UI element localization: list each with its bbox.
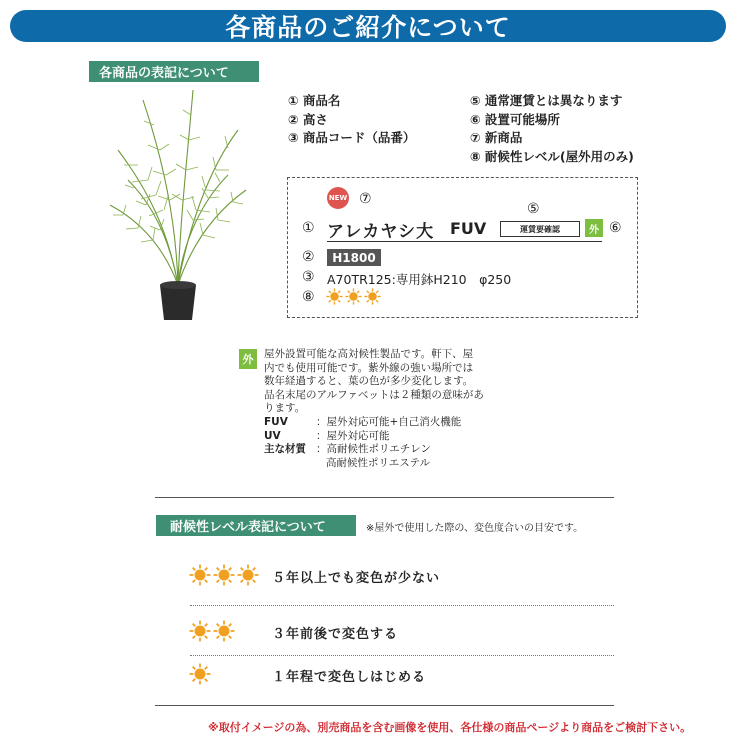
legend-item: ③ 商品コード（品番） xyxy=(288,130,416,145)
level-3-icons xyxy=(189,564,259,586)
new-badge-text: NEW xyxy=(328,194,348,202)
weather-note: ※屋外で使用した際の、変色度合いの目安です。 xyxy=(366,523,584,534)
sun-icon xyxy=(237,564,259,586)
height-badge-text: H1800 xyxy=(332,250,376,265)
level-1-text: １年程で変色しはじめる xyxy=(272,670,427,685)
legend-item: ⑤ 通常運賃とは異なります xyxy=(470,93,623,108)
product-suffix: FUV xyxy=(450,219,487,238)
marker-3: ③ xyxy=(302,269,315,285)
notation-section-label-text: 各商品の表記について xyxy=(99,66,229,81)
outdoor-tag-text: 外 xyxy=(242,353,254,366)
description-line: 数年経過すると、葉の色が多少変化します。 xyxy=(264,375,474,388)
weather-section-label xyxy=(156,515,356,536)
marker-8: ⑧ xyxy=(302,289,315,305)
sun-icon xyxy=(345,288,362,305)
sun-icon xyxy=(326,288,343,305)
spec-key: FUV xyxy=(264,415,288,428)
legend-item: ⑥ 設置可能場所 xyxy=(470,111,560,127)
product-name-underline xyxy=(327,241,602,242)
weather-section-label-text: 耐候性レベル表記について xyxy=(170,520,326,535)
legend-item: ⑦ 新商品 xyxy=(470,130,523,145)
height-badge xyxy=(327,249,381,266)
legend-item: ② 高さ xyxy=(288,111,328,127)
notation-section-label xyxy=(89,61,259,82)
new-badge xyxy=(327,187,349,209)
spec-value: ：屋外対応可能+自己消火機能 xyxy=(316,415,462,428)
marker-5: ⑤ xyxy=(527,201,540,217)
spec-row xyxy=(264,443,484,457)
sun-icon xyxy=(189,620,211,642)
page-banner xyxy=(10,10,726,42)
sun-icon xyxy=(189,564,211,586)
legend-right xyxy=(470,92,634,166)
level-2-text: ３年前後で変色する xyxy=(272,627,399,642)
outdoor-tag-text: 外 xyxy=(589,224,599,236)
level-2-icons xyxy=(189,620,235,642)
spec-value: ：高耐候性ポリエチレン xyxy=(316,443,431,456)
description-line: 屋外設置可能な高対候性製品です。軒下、屋 xyxy=(264,348,474,360)
spec-key xyxy=(264,457,326,471)
weather-level-icons xyxy=(326,288,381,306)
spec-key: UV xyxy=(264,429,281,442)
outdoor-tag xyxy=(585,219,603,237)
sun-icon xyxy=(364,288,381,305)
spec-row xyxy=(264,457,484,471)
legend-item: ⑧ 耐候性レベル(屋外用のみ) xyxy=(470,148,634,164)
sun-icon xyxy=(213,620,235,642)
description-line: ります。 xyxy=(264,402,306,415)
sun-icon xyxy=(189,663,211,685)
spec-row xyxy=(264,416,484,430)
level-1-icons xyxy=(189,663,211,685)
shipping-tag-text: 運賃要確認 xyxy=(520,224,560,234)
divider xyxy=(155,705,614,706)
outdoor-tag xyxy=(239,349,257,369)
sun-icon xyxy=(213,564,235,586)
outdoor-description xyxy=(264,348,484,470)
level-3-text: ５年以上でも変色が少ない xyxy=(272,571,441,586)
divider xyxy=(155,497,614,498)
spec-key: 主な材質 xyxy=(264,443,306,456)
level-divider xyxy=(190,605,614,606)
spec-value: ：屋外対応可能 xyxy=(316,429,390,442)
legend-left xyxy=(288,92,415,148)
description-line: 品名末尾のアルファベットは２種類の意味があ xyxy=(264,388,484,401)
description-line: 内でも使用可能です。紫外線の強い場所では xyxy=(264,361,474,374)
marker-2: ② xyxy=(302,249,315,265)
spec-value: 高耐候性ポリエステル xyxy=(326,456,431,469)
banner-title: 各商品のご紹介について xyxy=(225,13,511,42)
palm-plant-image xyxy=(108,80,248,325)
marker-6: ⑥ xyxy=(609,220,622,236)
marker-1: ① xyxy=(302,220,315,236)
legend-item: ① 商品名 xyxy=(288,93,341,108)
spec-row xyxy=(264,430,484,444)
product-name: アレカヤシ大 xyxy=(327,222,435,242)
marker-7: ⑦ xyxy=(359,191,372,207)
footer-note: ※取付イメージの為、別売商品を含む画像を使用、各仕様の商品ページより商品をご検討下さい。 xyxy=(208,721,692,734)
product-code: A70TR125:専用鉢H210 φ250 xyxy=(327,272,512,287)
level-divider xyxy=(190,655,614,656)
shipping-tag xyxy=(500,221,580,237)
